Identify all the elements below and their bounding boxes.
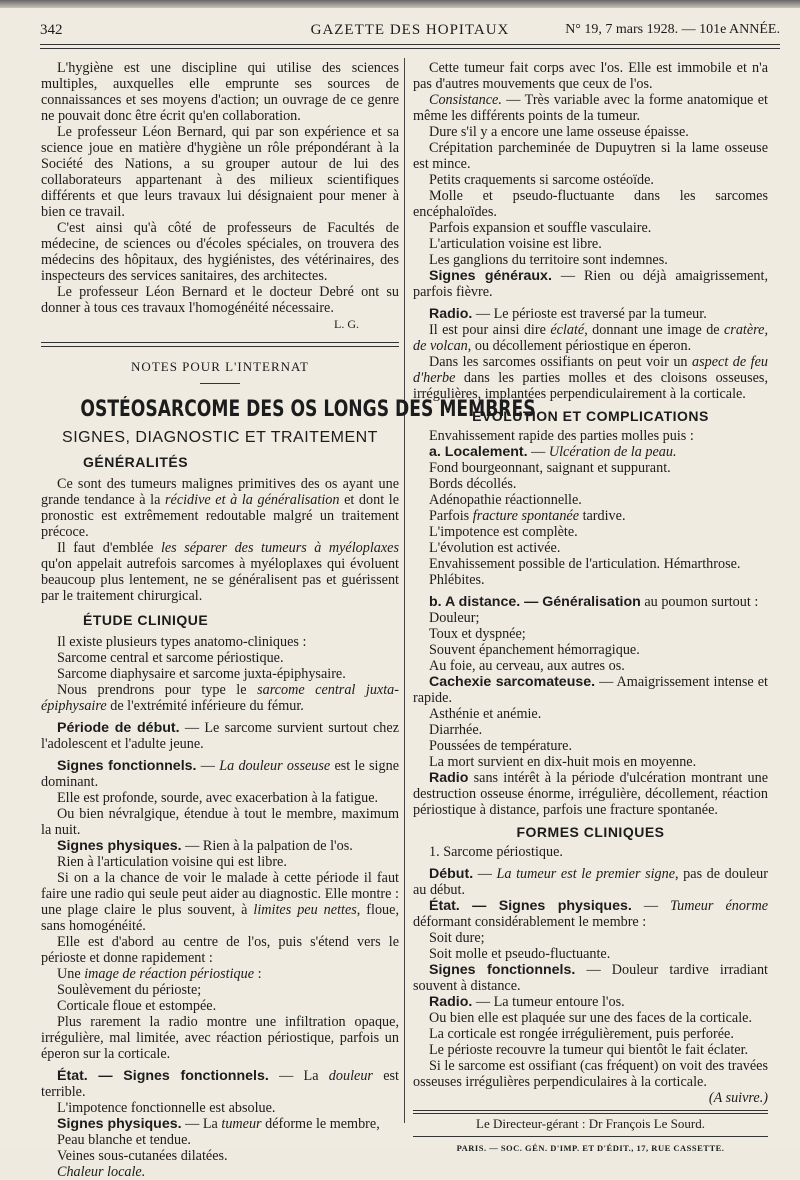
text-italic: Tumeur énorme [670,898,768,914]
paragraph [413,770,768,818]
paragraph: Envahissement rapide des parties molles puis : [429,428,694,444]
paragraph: L'hygiène est une discipline qui utilise des sciences multiples, auxquelles elle emprunte ses sources de connaissances et ses moyens d'action; un ouvrage de ce genre ne pouvait donc être écrit qu'en collaboration. [41,60,399,124]
text-italic: cratère, de volcan [413,322,768,354]
paragraph [413,444,768,460]
text-italic: éclaté [550,322,585,338]
paragraph: Ou bien elle est plaquée sur une des faces de la corticale. [429,1010,753,1026]
text: Nous prendrons pour type le [57,682,258,698]
text: — [527,444,549,460]
paragraph: Toux et dyspnée; [429,626,526,642]
text: , ou décollement périostique en éperon. [467,338,692,354]
paragraph [41,838,399,854]
line: Sarcome diaphysaire et sarcome juxta-épiphysaire. [57,666,346,682]
paragraph [41,682,399,714]
text: — [631,898,671,914]
paragraph: C'est ainsi qu'à côté de professeurs de Facultés de médecine, de sciences ou d'écoles spéciales, on trouvera des médecins des hôpitaux, des hygiénistes, des vétérinaires, des inspecteurs des services sanitaires, des architectes. [41,220,399,284]
to-be-continued: (A suivre.) [708,1090,768,1106]
paragraph [41,1068,399,1100]
runin-heading: Signes physiques. [57,838,182,854]
paragraph [413,354,768,402]
text: — La [268,1068,329,1084]
paragraph: Phlébites. [429,572,485,588]
text: dans les parties molles et des cloisons osseuses, irrégulières, implantées perpendiculairement à la corticale. [413,370,768,402]
heading-formes-cliniques: FORMES CLINIQUES [516,824,665,840]
paragraph: Le professeur Léon Bernard et le docteur Debré ont su donner à tous ces travaux l'homogénéité nécessaire. [41,284,399,316]
text: — Douleur tardive irradiant souvent à distance. [413,962,768,994]
runin-heading: État. — Signes fonctionnels. [57,1068,269,1084]
paragraph [41,476,399,540]
paragraph [41,540,399,604]
paragraph [413,508,768,524]
line: Il existe plusieurs types anatomo-cliniques : [57,634,307,650]
text-italic: Consistance. [429,92,502,108]
paragraph: Peau blanche et tendue. [57,1132,191,1148]
paragraph: Bords décollés. [429,476,517,492]
text: : [254,966,262,982]
runin-heading: b. A distance. — Généralisation [429,594,641,610]
paragraph: Envahissement possible de l'articulation. Hémarthrose. [429,556,741,572]
runin-heading: Cachexie sarcomateuse. [429,674,596,690]
text: Si on a la chance de voir le malade à cette période il faut faire une radio qui seule peut aider au diagnostic. Elle montre : une plage claire le plus souvent, à [41,870,399,918]
paragraph: Soit molle et pseudo-fluctuante. [429,946,611,962]
paragraph: Dure s'il y a encore une lame osseuse épaisse. [429,124,689,140]
paragraph [41,720,399,752]
runin-heading: Radio [429,770,469,786]
paragraph: L'impotence fonctionnelle est absolue. [57,1100,276,1116]
page-number: 342 [40,22,63,38]
paragraph: Elle est d'abord au centre de l'os, puis s'étend vers le périoste et donne rapidement : [41,934,399,966]
text: — Le sarcome survient surtout chez l'adolescent et l'adulte jeune. [41,720,399,752]
text: — Rien ou déjà amaigrissement, parfois fièvre. [413,268,769,300]
column-separator [404,58,405,1123]
signature: L. G. [334,317,359,331]
paragraph: Ou bien névralgique, étendue à tout le membre, maximum la nuit. [41,806,399,838]
text: Il est pour ainsi dire [429,322,551,338]
text: , donnant une image de [584,322,724,338]
text: tardive. [579,508,626,524]
paragraph [413,962,768,994]
text: — La tumeur entoure l'os. [472,994,625,1010]
text: , floue, sans homogénéité. [41,902,399,934]
paragraph: Elle est profonde, sourde, avec exacerbation à la fatigue. [57,790,379,806]
scan-edge [0,0,800,8]
paragraph [41,1116,399,1132]
text: — [473,866,497,882]
text: déforme le membre, [261,1116,380,1132]
text-italic: La tumeur est le premier signe [496,866,676,882]
heading-etude-clinique: ÉTUDE CLINIQUE [83,612,209,628]
paragraph: Adénopathie réactionnelle. [429,492,582,508]
paragraph: Crépitation parcheminée de Dupuytren si la lame osseuse est mince. [413,140,768,172]
paragraph: Veines sous-cutanées dilatées. [57,1148,228,1164]
text-italic: Ulcération de la peau. [548,444,677,460]
text-italic: douleur [328,1068,373,1084]
paragraph: Chaleur locale. [57,1164,146,1180]
runin-heading: a. Localement. [429,444,528,460]
text: — Rien à la palpation de l'os. [181,838,353,854]
runin-heading: Début. [429,866,474,882]
runin-heading: Signes fonctionnels. [429,962,576,978]
text: Il faut d'emblée [57,540,161,556]
paragraph: La corticale est rongée irrégulièrement, puis perforée. [429,1026,734,1042]
text-italic: fracture spontanée [472,508,580,524]
text: , pas de douleur au début. [413,866,769,898]
paragraph: Petits craquements si sarcome ostéoïde. [429,172,654,188]
section-rule [41,346,399,347]
heading-evolution: EVOLUTION ET COMPLICATIONS [472,408,709,424]
text-italic: La douleur osseuse [219,758,331,774]
paragraph [41,758,399,790]
section-heading: NOTES POUR L'INTERNAT [131,359,309,374]
text: et dont le pronostic est extrêmement redoutable malgré un traitement précoce. [41,492,399,540]
text-italic: limites peu nettes [253,902,357,918]
header-rule [40,44,780,45]
text: qu'on appelait autrefois sarcomes à myéloplaxes qui évoluent beaucoup plus lentement, ne se généralisent pas et guérissent par le traitement chirurgical. [41,556,399,604]
text: est le signe dominant. [41,758,399,790]
paragraph [413,268,768,300]
footer-printer: PARIS. — SOC. GÉN. D'IMP. ET D'ÉDIT., 17, RUE CASSETTE. [456,1143,725,1153]
text: de l'extrémité inférieure du fémur. [106,698,304,714]
paragraph: L'articulation voisine est libre. [429,236,602,252]
footer-rule [413,1110,768,1111]
text-italic: aspect de feu d'herbe [413,354,768,386]
paragraph: Poussées de température. [429,738,573,754]
runin-heading: Période de début. [57,720,180,736]
runin-heading: Signes fonctionnels. [57,758,197,774]
text: déformant considérablement le membre : [413,914,647,930]
text: au poumon surtout : [640,594,759,610]
runin-heading: Radio. [429,306,473,322]
paragraph [413,322,768,354]
paragraph [413,92,768,124]
right-column [413,60,768,1156]
text: Parfois [429,508,473,524]
text: sans intérêt à la période d'ulcération montrant une destruction osseuse énorme, irrégulière, décollement, réaction périostique à distance, parfois une fracture spontanée. [413,770,768,818]
paragraph: Souvent épanchement hémorragique. [429,642,640,658]
paragraph [413,994,768,1010]
heading-generalites: GÉNÉRALITÉS [83,454,189,470]
text: — Amaigrissement intense et rapide. [413,674,768,706]
paragraph [41,966,399,982]
footer-rule [413,1113,768,1114]
page-header [40,22,780,42]
paragraph [413,594,768,610]
runin-heading: État. — Signes physiques. [429,898,632,914]
paragraph: Parfois expansion et souffle vasculaire. [429,220,652,236]
paragraph: Plus rarement la radio montre une infiltration opaque, irrégulière, mal limitée, avec réaction périostique, parfois un éperon sur la corticale. [41,1014,399,1062]
paragraph: L'évolution est activée. [429,540,561,556]
paragraph [413,898,768,930]
text: Une [57,966,85,982]
short-rule [200,383,240,384]
paragraph: Soulèvement du périoste; [57,982,202,998]
paragraph: Corticale floue et estompée. [57,998,217,1014]
runin-heading: Signes généraux. [429,268,552,284]
footer-rule [413,1136,768,1137]
issue-info: N° 19, 7 mars 1928. — 101e ANNÉE. [565,22,780,37]
section-rule [41,342,399,343]
text: — La [181,1116,222,1132]
runin-heading: Radio. [429,994,473,1010]
paragraph: Les ganglions du territoire sont indemnes. [429,252,668,268]
paragraph: Asthénie et anémie. [429,706,542,722]
text-italic: image de réaction périostique [84,966,255,982]
footer-director: Le Directeur-gérant : Dr François Le Sourd. [476,1116,705,1131]
text-italic: tumeur [221,1116,262,1132]
paragraph: Le professeur Léon Bernard, qui par son expérience et sa science joue en matière d'hygiène un rôle prépondérant à la Société des Nations, a su grouper autour de lui des collaborateurs appartenant à des milieux scientifiques différents et que leurs travaux lui désignaient pour mener à bien ce travail. [41,124,399,220]
runin-heading: Signes physiques. [57,1116,182,1132]
paragraph [413,866,768,898]
text-italic: sarcome central juxta-épiphysaire [41,682,399,714]
paragraph: Rien à l'articulation voisine qui est libre. [57,854,287,870]
paragraph: Douleur; [429,610,480,626]
text: — Très variable avec la forme anatomique et même les différents points de la tumeur. [413,92,768,124]
paragraph [413,674,768,706]
text-italic: récidive et à la généralisation [165,492,340,508]
text: Ce sont des tumeurs malignes primitives des os ayant une grande tendance à la [41,476,399,508]
paragraph: L'impotence est complète. [429,524,578,540]
journal-title: GAZETTE DES HOPITAUX [310,22,510,38]
text: est terrible. [41,1068,399,1100]
paragraph: Au foie, au cerveau, aux autres os. [429,658,625,674]
paragraph: Fond bourgeonnant, saignant et suppurant. [429,460,671,476]
article-title: OSTÉOSARCOME DES OS LONGS DES MEMBRES [80,397,536,422]
text: — [196,758,220,774]
paragraph: Le périoste recouvre la tumeur qui bientôt le fait éclater. [429,1042,749,1058]
header-rule-double [40,48,780,49]
paragraph [41,870,399,934]
paragraph: La mort survient en dix-huit mois en moyenne. [429,754,697,770]
paragraph [413,306,768,322]
paragraph: Molle et pseudo-fluctuante dans les sarcomes encéphaloïdes. [413,188,768,220]
paragraph: 1. Sarcome périostique. [429,844,563,860]
line: Sarcome central et sarcome périostique. [57,650,284,666]
text-italic: les séparer des tumeurs à myéloplaxes [160,540,400,556]
text: — Le périoste est traversé par la tumeur. [472,306,707,322]
paragraph: Si le sarcome est ossifiant (cas fréquent) on voit des travées osseuses irrégulières perpendiculaires à la corticale. [413,1058,768,1090]
paragraph: Soit dure; [429,930,485,946]
text: Dans les sarcomes ossifiants on peut voir un [429,354,693,370]
paragraph: Diarrhée. [429,722,483,738]
article-subtitle: SIGNES, DIAGNOSTIC ET TRAITEMENT [62,429,378,446]
paragraph: Cette tumeur fait corps avec l'os. Elle est immobile et n'a pas d'autres mouvements que ceux de l'os. [413,60,768,92]
